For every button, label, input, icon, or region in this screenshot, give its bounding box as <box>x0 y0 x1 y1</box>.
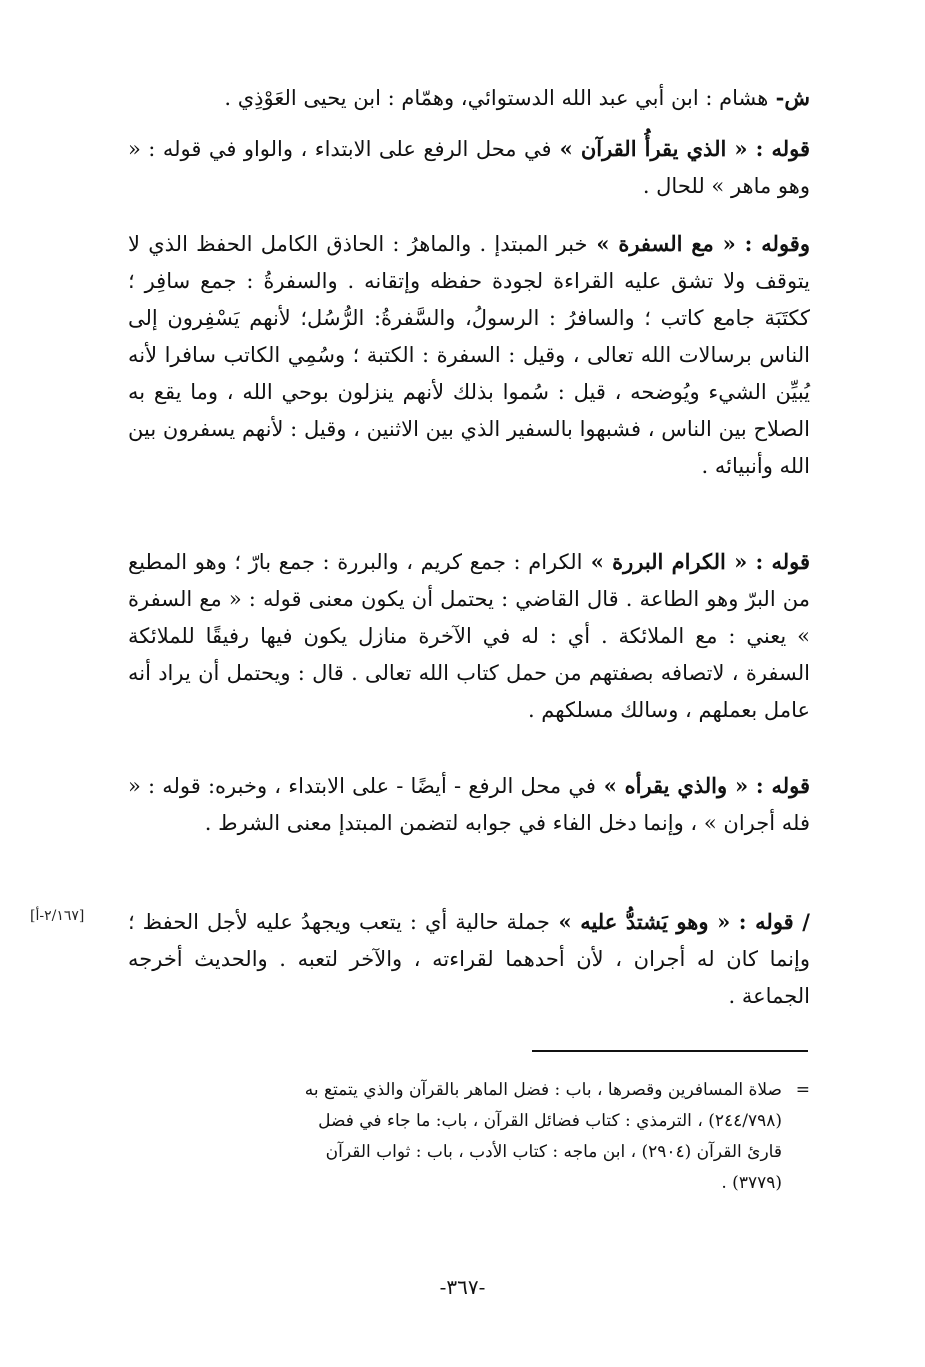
footnote-continuation-marker: = <box>795 1080 810 1100</box>
paragraph-4-lead: قوله : « الكرام البررة » <box>582 549 811 574</box>
paragraph-1 <box>128 79 810 117</box>
paragraph-6 <box>128 903 810 1015</box>
footnote-line-2: (٢٤٤/٧٩٨) ، الترمذي : كتاب فضائل القرآن ، باب: ما جاء في فضل <box>318 1111 782 1131</box>
footnote <box>128 1075 810 1199</box>
paragraph-4-text: الكرام : جمع كريم ، والبررة : جمع بارّ ؛ وهو المطيع من البرّ وهو الطاعة . قال القاضي : يحتمل أن يكون معنى قوله : « مع السفرة » يعني : مع الملائكة . أي : له في الآخرة منازل يكون فيها رفيقًا للملائكة السفرة ، لاتصافه بصفتهم من حمل كتاب الله تعالى . قال : ويحتمل أن يراد أنه عامل بعملهم ، وسالك مسلكهم . <box>128 550 810 722</box>
page-number: -٣٦٧- <box>439 1275 486 1299</box>
footnote-line-1 <box>128 1075 810 1106</box>
paragraph-3-lead: وقوله : « مع السفرة » <box>587 231 810 256</box>
paragraph-2-lead: قوله : « الذي يقرأُ القرآن » <box>551 136 810 161</box>
paragraph-6-lead: / قوله : « وهو يَشتدُّ عليه » <box>549 909 810 934</box>
footnote-separator <box>532 1050 808 1052</box>
footnote-line-3: قارئ القرآن (٢٩٠٤) ، ابن ماجه : كتاب الأدب ، باب : ثواب القرآن <box>325 1142 782 1162</box>
paragraph-2 <box>128 130 810 205</box>
paragraph-1-lead: ش- <box>768 85 810 110</box>
paragraph-5-lead: قوله : « والذي يقرأه » <box>595 773 810 798</box>
paragraph-3 <box>128 225 810 485</box>
footnote-line-4: (٣٧٧٩) . <box>721 1173 782 1193</box>
paragraph-4 <box>128 543 810 729</box>
paragraph-6-text: جملة حالية أي : يتعب ويجهدُ عليه لأجل الحفظ ؛ وإنما كان له أجران ، لأن أحدهما لقراءته ، والآخر لتعبه . والحديث أخرجه الجماعة . <box>128 910 810 1008</box>
paragraph-5 <box>128 767 810 842</box>
footnote-line-1-text: صلاة المسافرين وقصرها ، باب : فضل الماهر بالقرآن والذي يتمتع به <box>304 1080 782 1100</box>
manuscript-margin-reference: [٢/١٦٧-أ] <box>30 908 85 924</box>
paragraph-5-text: في محل الرفع - أيضًا - على الابتداء ، وخبره: قوله : « فله أجران » ، وإنما دخل الفاء في جوابه لتضمن المبتدإ معنى الشرط . <box>128 774 810 835</box>
paragraph-3-text: خبر المبتدإ . والماهرُ : الحاذق الكامل الحفظ الذي لا يتوقف ولا تشق عليه القراءة لجودة حفظه وإتقانه . والسفرةُ : جمع سافِر ؛ ككتَبَة جامع كاتب ؛ والسافرُ : الرسولُ، والسَّفرةُ: الرُّسُل؛ لأنهم يَسْفِرون إلى الناس برسالات الله تعالى ، وقيل : السفرة : الكتبة ؛ وسُمِي الكاتب سافرا لأنه يُبيِّن الشيء ويُوضحه ، قيل : سُموا بذلك لأنهم ينزلون بوحي الله ، وما يقع به الصلاح بين الناس ، فشبهوا بالسفير الذي بين الاثنين ، وقيل : لأنهم يسفرون بين الله وأنبيائه . <box>128 232 810 478</box>
paragraph-2-text: في محل الرفع على الابتداء ، والواو في قوله : « وهو ماهر » للحال . <box>128 137 810 198</box>
paragraph-1-text: هشام : ابن أبي عبد الله الدستوائي، وهمّام : ابن يحيى العَوْذِي . <box>224 86 769 110</box>
